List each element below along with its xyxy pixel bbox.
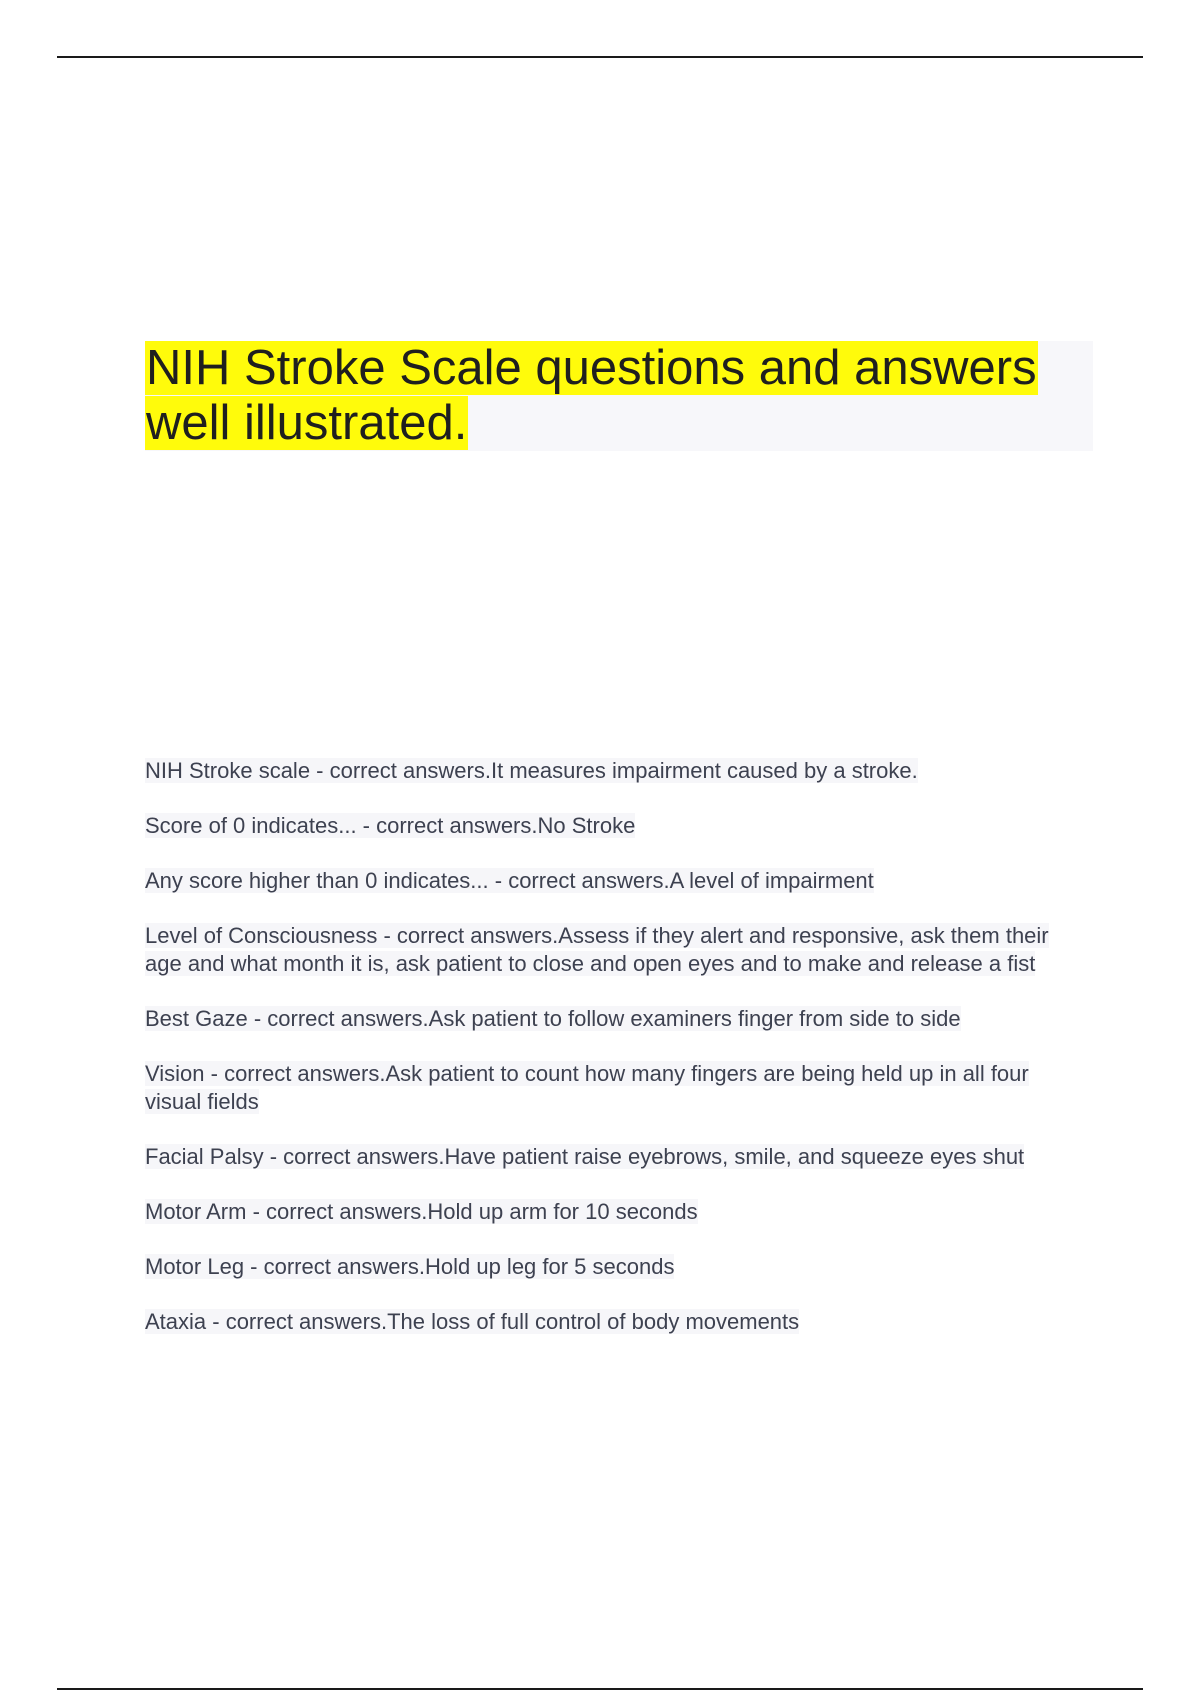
qa-text: Ataxia - correct answers.The loss of full control of body movements	[145, 1309, 800, 1334]
qa-text: Score of 0 indicates... - correct answers.No Stroke	[145, 813, 636, 838]
qa-text: Motor Arm - correct answers.Hold up arm for 10 seconds	[145, 1199, 698, 1224]
qa-text: Level of Consciousness - correct answers.Assess if they alert and responsive, ask them their age and what month it is, ask patient to close and open eyes and to make and release a fist	[145, 923, 1049, 976]
title-block	[145, 341, 1093, 451]
qa-item	[145, 812, 1090, 840]
qa-text: Vision - correct answers.Ask patient to count how many fingers are being held up in all four visual fields	[145, 1061, 1029, 1114]
qa-text: Facial Palsy - correct answers.Have patient raise eyebrows, smile, and squeeze eyes shut	[145, 1144, 1025, 1169]
qa-text: Best Gaze - correct answers.Ask patient to follow examiners finger from side to side	[145, 1006, 961, 1031]
footer-rule	[57, 1688, 1143, 1690]
header-rule	[57, 56, 1143, 58]
qa-text: NIH Stroke scale - correct answers.It measures impairment caused by a stroke.	[145, 758, 918, 783]
qa-item	[145, 1005, 1090, 1033]
qa-item	[145, 1253, 1090, 1281]
qa-list	[145, 757, 1090, 1363]
qa-text: Motor Leg - correct answers.Hold up leg for 5 seconds	[145, 1254, 675, 1279]
document-title	[145, 341, 1093, 451]
title-line-1: NIH Stroke Scale questions and answers	[146, 341, 1037, 395]
title-line-2: well illustrated.	[146, 396, 468, 450]
qa-text: Any score higher than 0 indicates... - correct answers.A level of impairment	[145, 868, 874, 893]
qa-item	[145, 1143, 1090, 1171]
qa-item	[145, 757, 1090, 785]
qa-item	[145, 1060, 1090, 1116]
qa-item	[145, 867, 1090, 895]
qa-item	[145, 922, 1090, 978]
qa-item	[145, 1198, 1090, 1226]
qa-item	[145, 1308, 1090, 1336]
